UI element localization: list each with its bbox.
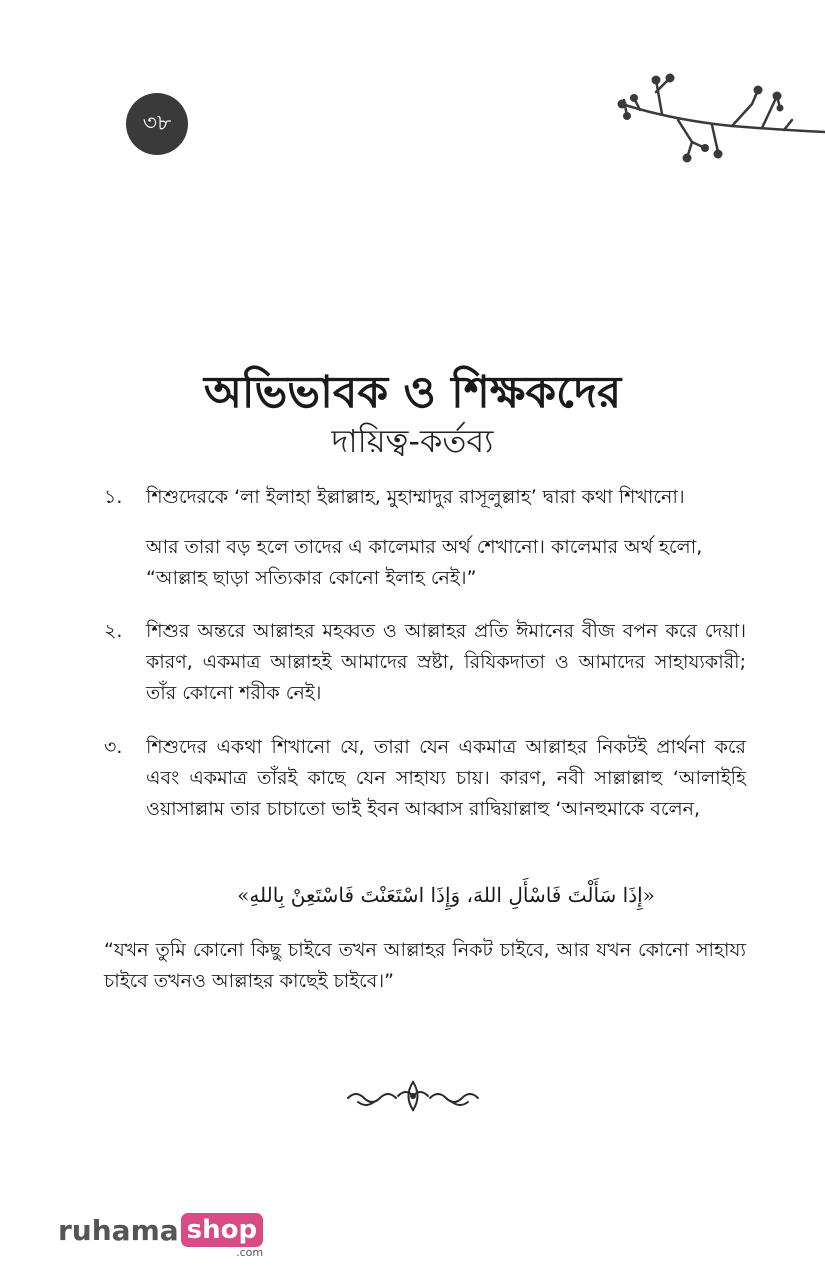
chapter-title: অভিভাবক ও শিক্ষকদের [203,367,622,418]
list-text: শিশুদের একথা শিখানো যে, তারা যেন একমাত্র আল্লাহর নিকটই প্রার্থনা করে এবং একমাত্র তাঁরই কাছে যেন সাহায্য চায়। কারণ, নবী সাল্লাল্লাহু ‘আলাইহি ওয়াসাল্লাম তার চাচাতো ভাই ইবন আব্বাস রাদ্বিয়াল্লাহু ‘আনহুমাকে বলেন, [146,736,746,820]
list-number: ২. [104,620,123,642]
logo-text-com: .com [236,1246,264,1259]
chapter-subtitle: দায়িত্ব-কর্তব্য [331,422,494,460]
list-text: শিশুদেরকে ‘লা ইলাহা ইল্লাল্লাহ, মুহাম্মাদুর রাসূলুল্লাহ’ দ্বারা কথা শিখানো। [146,486,685,508]
ruhama-shop-logo [58,1213,263,1259]
list-number: ৩. [104,736,123,758]
divider-ornament-icon [346,1078,480,1114]
page-number: ৩৮ [142,110,172,136]
arabic-hadith: «إِذَا سَأَلْتَ فَاسْأَلِ اللهَ، وَإِذَا اسْتَعَنْتَ فَاسْتَعِنْ بِاللهِ» [237,883,655,907]
list-item-3 [104,732,746,825]
hadith-translation: “যখন তুমি কোনো কিছু চাইবে তখন আল্লাহর নিকট চাইবে, আর যখন কোনো সাহায্য চাইবে তখনও আল্লাহর কাছেই চাইবে।” [104,939,746,992]
branch-ornament-icon [612,70,825,170]
list-item-1 [104,482,746,513]
logo-text-shop: shop [181,1213,263,1247]
list-item-2 [104,616,746,709]
page-number-badge [126,93,188,155]
list-text: শিশুর অন্তরে আল্লাহর মহব্বত ও আল্লাহর প্রতি ঈমানের বীজ বপন করে দেয়া। কারণ, একমাত্র আল্লাহই আমাদের স্রষ্টা, রিযিকদাতা ও আমাদের সাহায্যকারী; তাঁর কোনো শরীক নেই। [146,620,746,704]
list-number: ১. [104,486,123,508]
item-1-paragraph: আর তারা বড় হলে তাদের এ কালেমার অর্থ শেখানো। কালেমার অর্থ হলো, “আল্লাহ ছাড়া সত্যিকার কোনো ইলাহ নেই।” [146,536,703,589]
logo-text-ruhama: ruhama [58,1214,179,1247]
